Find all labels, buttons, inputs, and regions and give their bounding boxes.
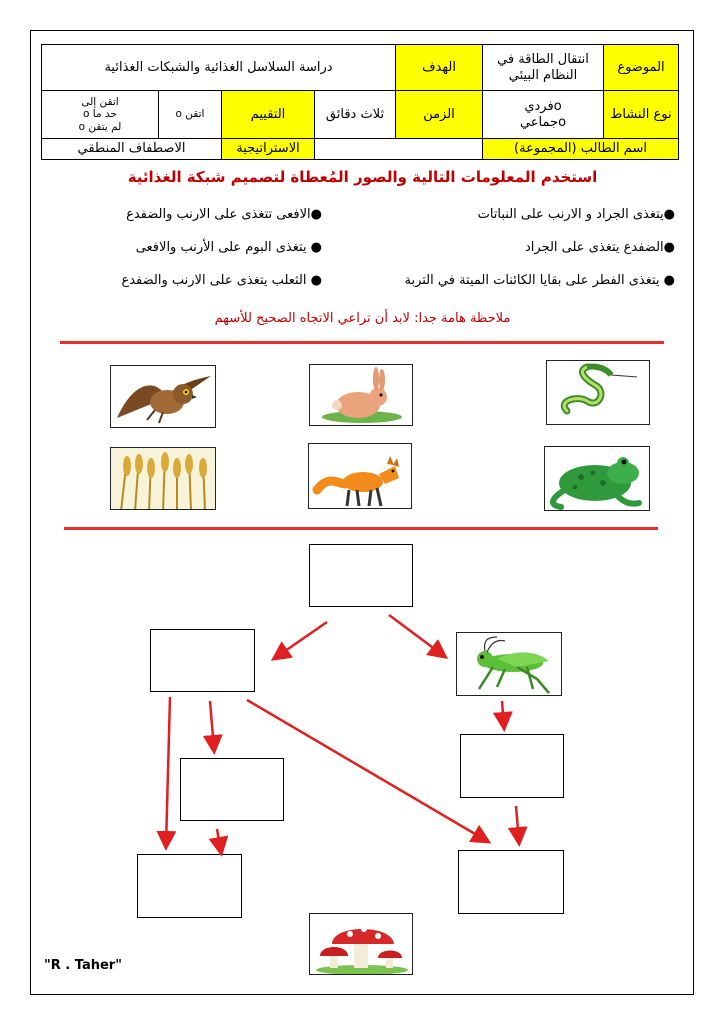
arrow (217, 829, 221, 852)
eval-option-not[interactable]: لم يتقن o (78, 120, 122, 133)
eval-option-partial[interactable]: اتقن إلى حد ما o (81, 95, 119, 121)
time-value: ثلاث دقائق (315, 91, 396, 139)
author-credit: "R . Taher" (44, 958, 122, 973)
option-group[interactable]: oجماعي (519, 114, 567, 130)
fact-item: ● الثعلب يتغذى على الارنب والضفدع (121, 273, 322, 288)
fact-item: ●الافعى تتغذى على الارنب والضفدع (126, 207, 322, 222)
student-label: اسم الطالب (المجموعة) (483, 139, 679, 160)
topic-label: الموضوع (604, 45, 679, 91)
fact-item: ●يتغذى الجراد و الارنب على النباتات (477, 207, 675, 222)
goal-label: الهدف (396, 45, 483, 91)
arrow (389, 615, 444, 656)
fact-item: ● يتغذى الفطر على بقايا الكائنات الميتة في التربة (404, 273, 675, 288)
fact-item: ● يتغذى البوم على الأرنب والافعى (135, 240, 322, 255)
topic-value: انتقال الطاقة في النظام البيئي (483, 45, 604, 91)
activity-label: نوع النشاط (604, 91, 679, 139)
goal-value: دراسة السلاسل الغذائية والشبكات الغذائية (42, 45, 396, 91)
instructions-title: استخدم المعلومات التالية والصور المُعطاة لتصميم شبكة الغذائية (127, 168, 598, 186)
strategy-label: الاستراتيجية (222, 139, 315, 160)
arrow (275, 622, 327, 658)
arrow (166, 697, 170, 846)
fact-item: ●الضفدع يتغذى على الجراد (525, 240, 675, 255)
option-individual[interactable]: oفردي (524, 98, 562, 114)
important-note: ملاحظة هامة جدا: لابد أن تراعي الاتجاه الصحيح للأسهم (214, 311, 511, 326)
eval-option-mastered[interactable]: اتقن o (159, 91, 222, 139)
arrow (502, 701, 504, 727)
eval-label: التقييم (222, 91, 315, 139)
arrow (210, 701, 214, 750)
strategy-value: الاصطفاف المنطقي (42, 139, 222, 160)
time-label: الزمن (396, 91, 483, 139)
arrow (516, 806, 519, 842)
arrow (247, 700, 487, 841)
